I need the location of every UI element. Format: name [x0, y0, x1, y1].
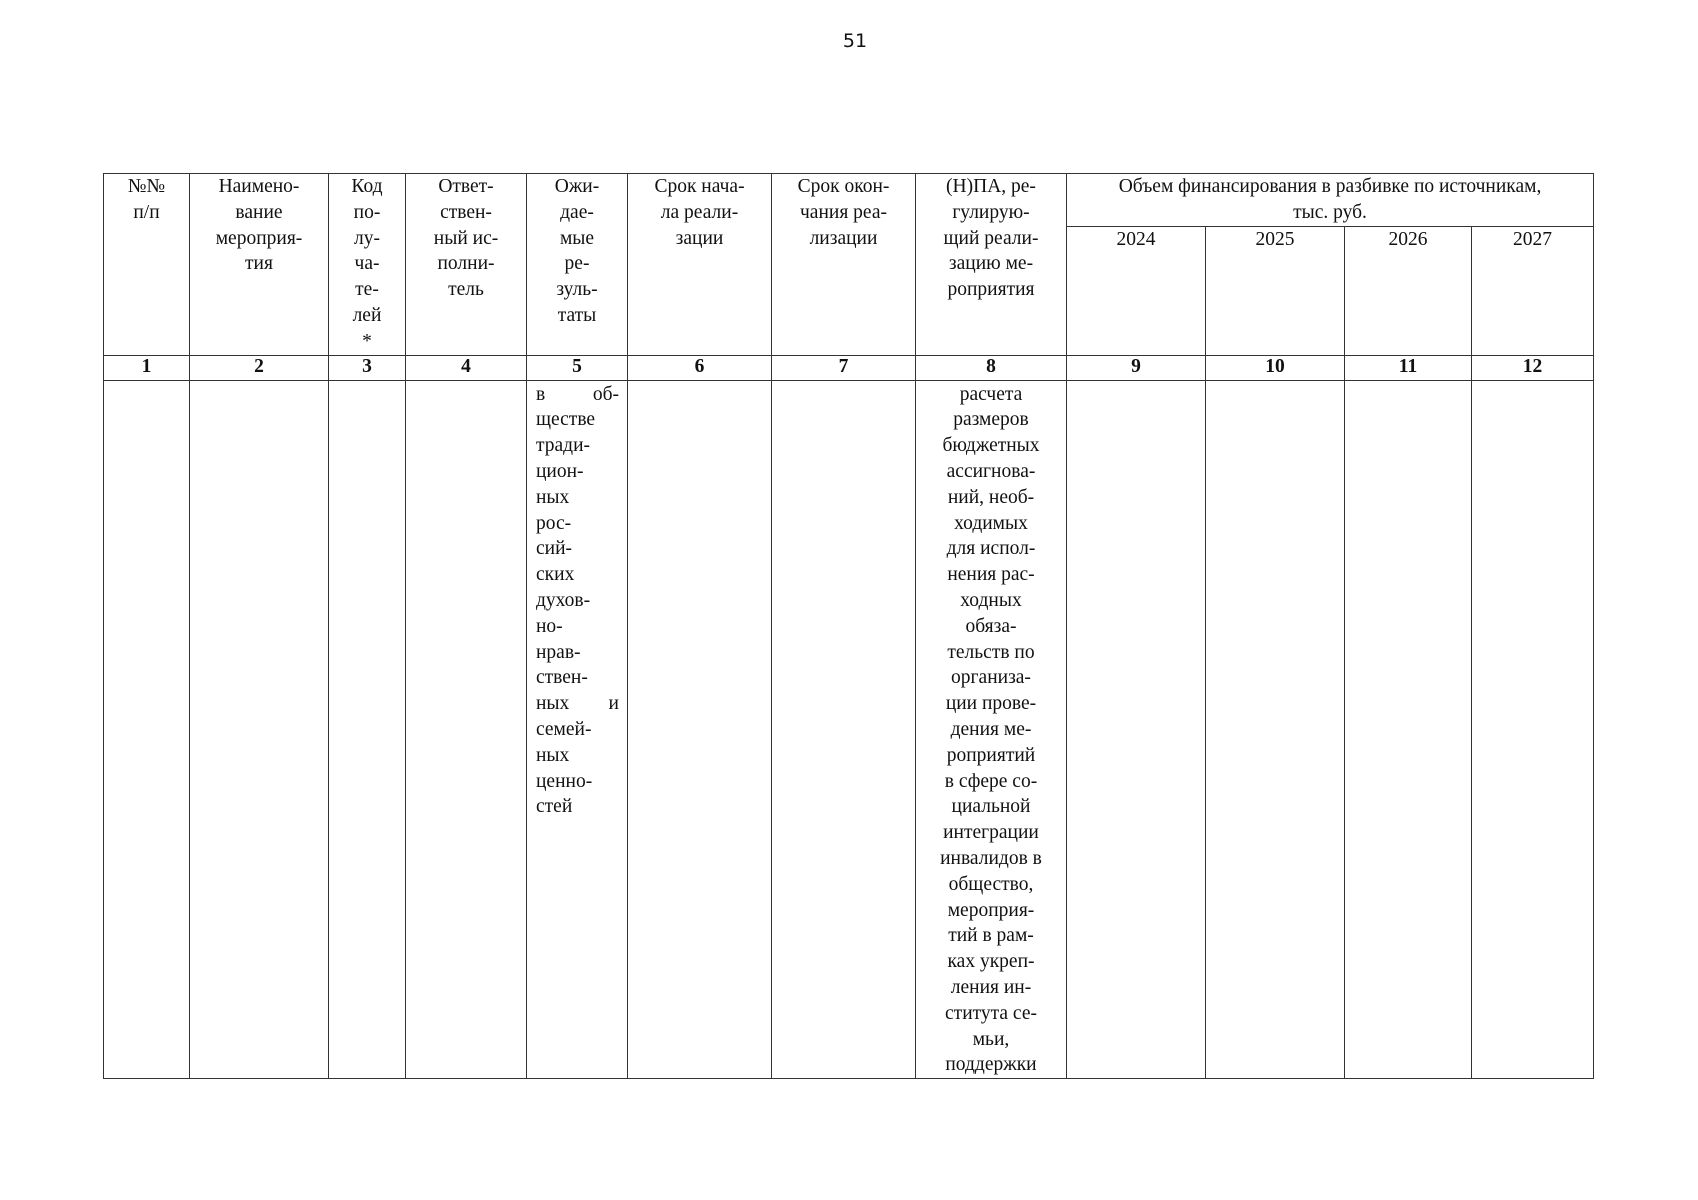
- expected-results-line: семей-: [536, 718, 592, 740]
- expected-results-line: нрав-: [536, 641, 581, 663]
- header-year-2024: 2024: [1067, 227, 1206, 355]
- regulatory-act-text: расчета размеров бюджетных ассигнова- ний, необ- ходимых для испол- нения рас- ходных обяза- тельств по организа- ции прове- дения ме- роприятий в сфере со- циальной интеграции инвалидов в общество, мероприя- тий в рам- ках укреп- ления ин- ститута се- мьи, поддержки: [940, 383, 1042, 1076]
- expected-results-line: цион-: [536, 460, 584, 482]
- column-number: 2: [190, 355, 329, 380]
- header-end-date: Срок окон- чания реа- лизации: [772, 174, 916, 356]
- expected-results-line: ных и: [536, 693, 619, 715]
- column-number: 3: [329, 355, 406, 380]
- cell-responsible-executor: [406, 380, 527, 1079]
- column-number: 11: [1345, 355, 1472, 380]
- cell-funding-2027: [1472, 380, 1594, 1079]
- header-row: [104, 174, 1594, 227]
- header-regulatory-act: (Н)ПА, ре- гулирую- щий реали- зацию ме- роприятия: [916, 174, 1067, 356]
- cell-funding-2025: [1206, 380, 1345, 1079]
- expected-results-line: сий-: [536, 538, 573, 560]
- cell-funding-2026: [1345, 380, 1472, 1079]
- expected-results-line: но-: [536, 615, 563, 637]
- expected-results-line: ных: [536, 744, 570, 766]
- header-activity-name: Наимено- вание мероприя- тия: [190, 174, 329, 356]
- header-year-2027: 2027: [1472, 227, 1594, 355]
- expected-results-line: рос-: [536, 512, 572, 534]
- page-number: 51: [842, 30, 868, 52]
- cell-activity-name: [190, 380, 329, 1079]
- column-number: 9: [1067, 355, 1206, 380]
- cell-regulatory-act: [916, 380, 1067, 1079]
- cell-recipient-code: [329, 380, 406, 1079]
- column-number: 6: [628, 355, 772, 380]
- column-number: 4: [406, 355, 527, 380]
- expected-results-line: ных: [536, 486, 570, 508]
- expected-results-line: тради-: [536, 435, 591, 457]
- expected-results-line: ществе: [536, 409, 596, 431]
- expected-results-line: духов-: [536, 589, 591, 611]
- column-number: 7: [772, 355, 916, 380]
- column-number: 5: [527, 355, 628, 380]
- cell-expected-results: [527, 380, 628, 1079]
- column-number-row: [104, 355, 1594, 380]
- column-number: 10: [1206, 355, 1345, 380]
- cell-funding-2024: [1067, 380, 1206, 1079]
- expected-results-line: ствен-: [536, 667, 588, 689]
- expected-results-line: стей: [536, 796, 573, 818]
- header-year-2025: 2025: [1206, 227, 1345, 355]
- header-funding-title: Объем финансирования в разбивке по источникам, тыс. руб.: [1067, 174, 1594, 227]
- header-number: №№ п/п: [104, 174, 190, 356]
- header-start-date: Срок нача- ла реали- зации: [628, 174, 772, 356]
- column-number: 1: [104, 355, 190, 380]
- funding-table: [103, 173, 1594, 1079]
- cell-end-date: [772, 380, 916, 1079]
- expected-results-line: в об-: [536, 383, 619, 405]
- cell-start-date: [628, 380, 772, 1079]
- cell-number: [104, 380, 190, 1079]
- header-expected-results: Ожи- дае- мые ре- зуль- таты: [527, 174, 628, 356]
- column-number: 12: [1472, 355, 1594, 380]
- header-recipient-code: Код по- лу- ча- те- лей *: [329, 174, 406, 356]
- expected-results-line: ских: [536, 564, 575, 586]
- column-number: 8: [916, 355, 1067, 380]
- header-year-2026: 2026: [1345, 227, 1472, 355]
- expected-results-line: ценно-: [536, 770, 593, 792]
- table-row: [104, 380, 1594, 1079]
- header-responsible-executor: Ответ- ствен- ный ис- полни- тель: [406, 174, 527, 356]
- expected-results-text: [527, 381, 627, 821]
